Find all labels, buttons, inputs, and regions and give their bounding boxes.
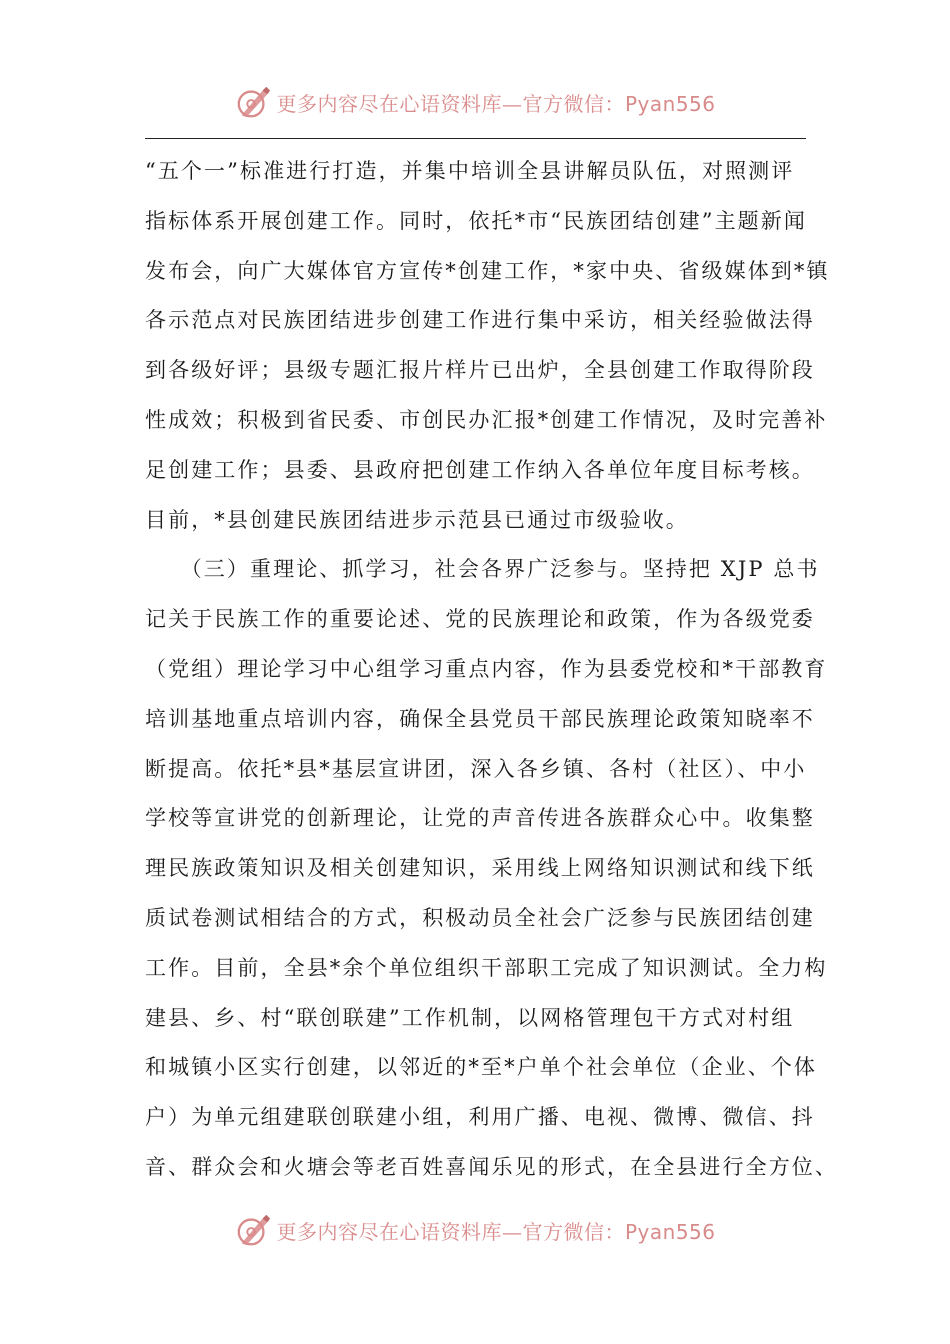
body-line: （党组）理论学习中心组学习重点内容，作为县委党校和*干部教育	[145, 656, 828, 681]
pen-logo-icon	[234, 83, 272, 121]
body-line: 户）为单元组建联创联建小组，利用广播、电视、微博、微信、抖	[145, 1105, 815, 1130]
body-line: 建县、乡、村“联创联建”工作机制，以网格管理包干方式对村组	[145, 1005, 795, 1030]
section-heading-line: （三）重理论、抓学习，社会各界广泛参与。坚持把 XJP 总书	[145, 557, 820, 582]
body-line: 学校等宣讲党的创新理论，让党的声音传进各族群众心中。收集整	[145, 806, 815, 831]
footer-banner	[0, 1208, 950, 1252]
header-banner	[0, 80, 950, 124]
body-line: 性成效；积极到省民委、市创民办汇报*创建工作情况，及时完善补	[145, 407, 828, 432]
body-line: 理民族政策知识及相关创建知识，采用线上网络知识测试和线下纸	[145, 856, 815, 881]
footer-wechat-id: Pyan556	[624, 1219, 716, 1244]
body-line: 记关于民族工作的重要论述、党的民族理论和政策，作为各级党委	[145, 607, 815, 632]
body-line: 目前，*县创建民族团结进步示范县已通过市级验收。	[145, 507, 689, 532]
body-line: 足创建工作；县委、县政府把创建工作纳入各单位年度目标考核。	[145, 457, 815, 482]
body-line: 音、群众会和火塘会等老百姓喜闻乐见的形式，在全县进行全方位、	[145, 1154, 838, 1179]
body-line: 指标体系开展创建工作。同时，依托*市“民族团结创建”主题新闻	[145, 208, 807, 233]
header-wechat-id: Pyan556	[624, 91, 716, 116]
document-body	[145, 147, 838, 1193]
header-divider	[145, 138, 806, 139]
body-line: “五个一”标准进行打造，并集中培训全县讲解员队伍，对照测评	[145, 159, 795, 183]
footer-banner-text: 更多内容尽在心语资料库—官方微信：Pyan556	[276, 1219, 716, 1244]
body-line: 断提高。依托*县*基层宣讲团，深入各乡镇、各村（社区）、中小	[145, 756, 807, 781]
body-line: 培训基地重点培训内容，确保全县党员干部民族理论政策知晓率不	[145, 706, 815, 731]
body-line: 质试卷测试相结合的方式，积极动员全社会广泛参与民族团结创建	[145, 905, 815, 930]
pen-logo-icon	[234, 1211, 272, 1249]
body-line: 工作。目前，全县*余个单位组织干部职工完成了知识测试。全力构	[145, 955, 828, 980]
body-line: 各示范点对民族团结进步创建工作进行集中采访，相关经验做法得	[145, 308, 815, 333]
header-banner-text: 更多内容尽在心语资料库—官方微信：Pyan556	[276, 91, 716, 116]
body-line: 发布会，向广大媒体官方宣传*创建工作，*家中央、省级媒体到*镇	[145, 258, 830, 283]
body-line: 和城镇小区实行创建，以邻近的*至*户单个社会单位（企业、个体	[145, 1055, 817, 1080]
body-line: 到各级好评；县级专题汇报片样片已出炉，全县创建工作取得阶段	[145, 358, 815, 383]
